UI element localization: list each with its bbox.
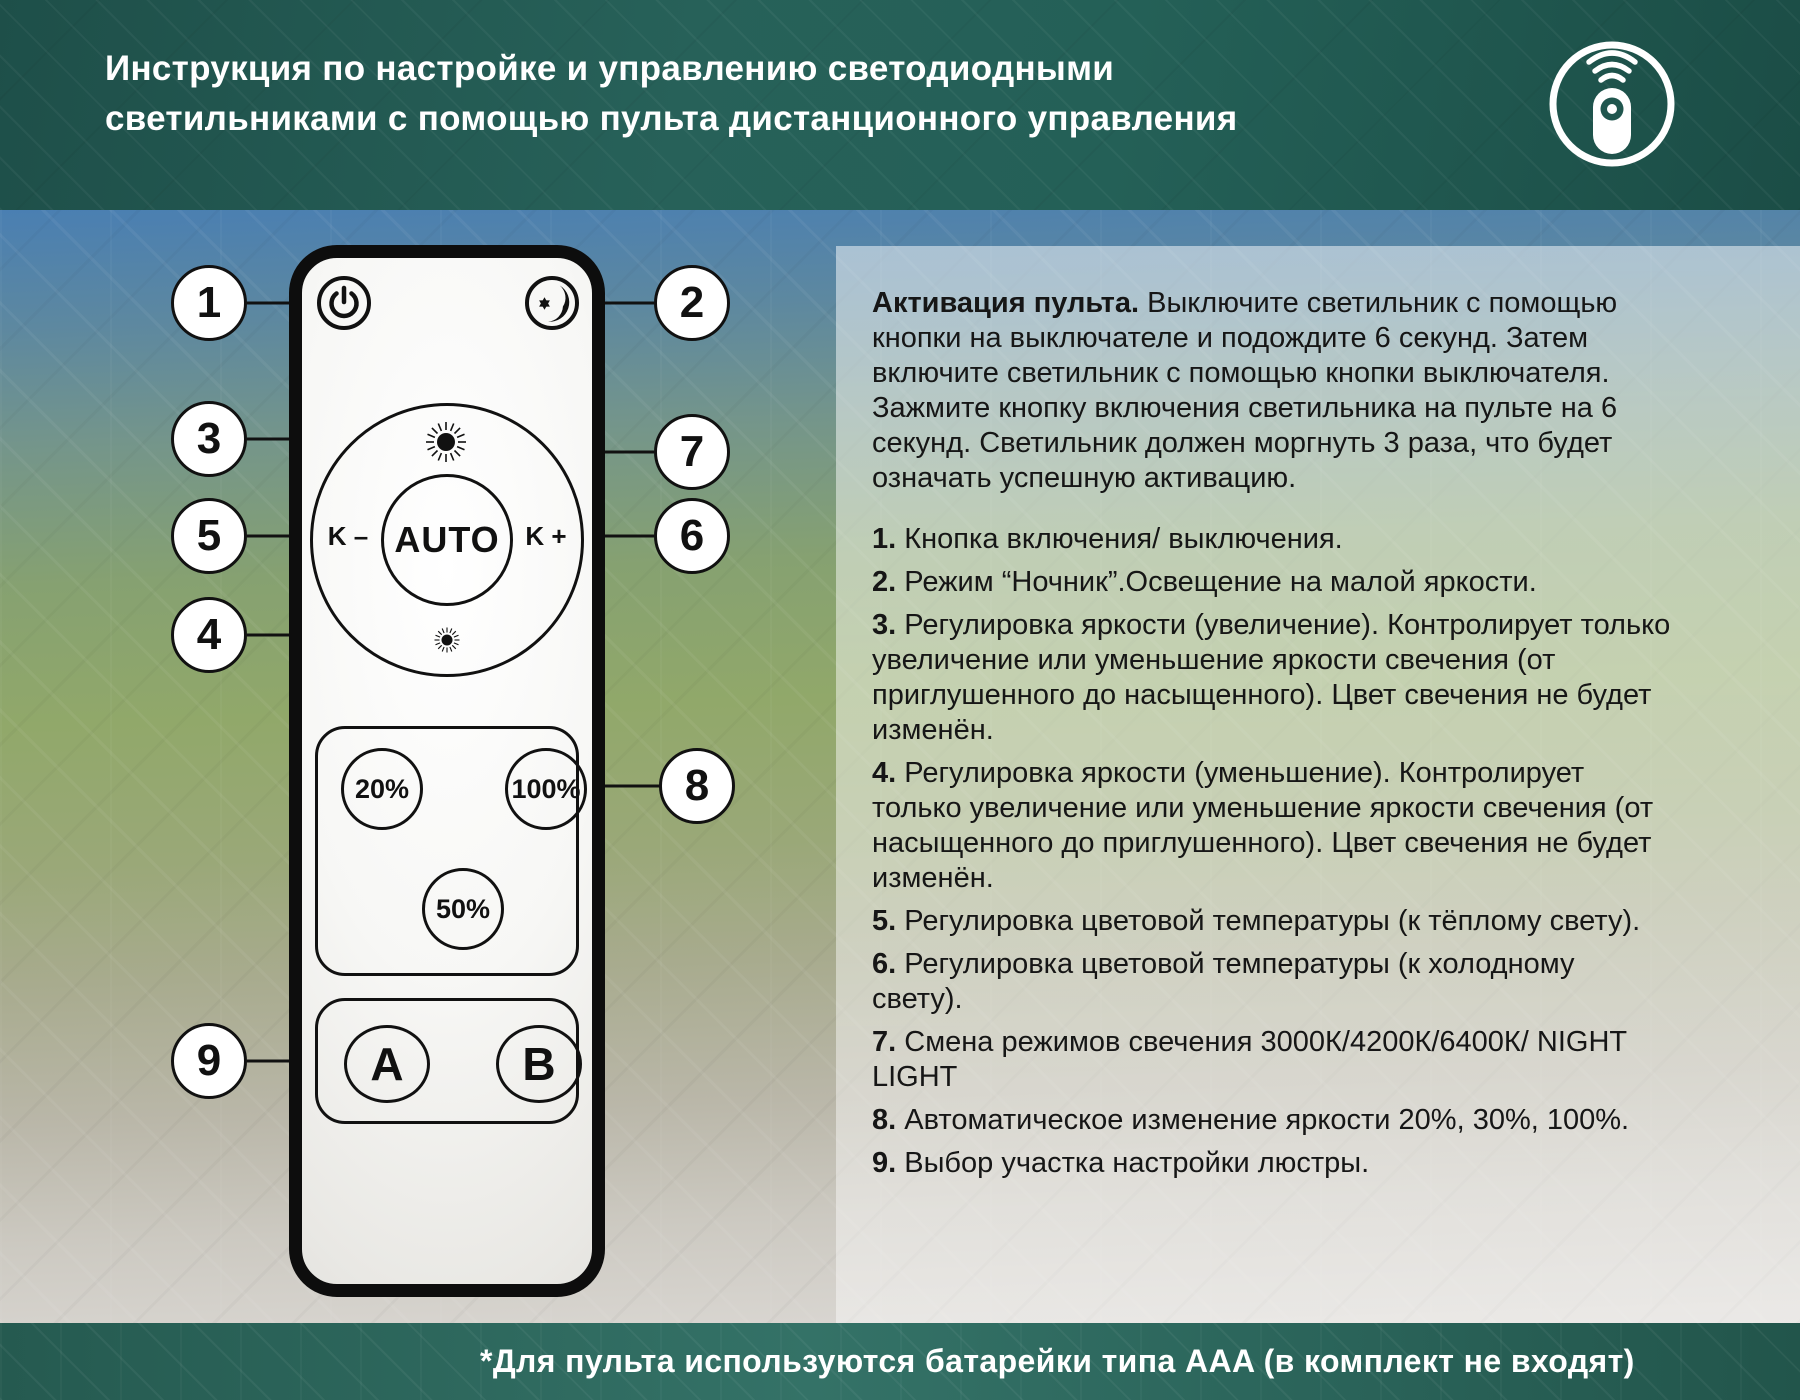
list-item-5 [872, 904, 1672, 939]
list-item-8 [872, 1103, 1672, 1138]
item-number: 6. [872, 948, 897, 980]
callout-7: 7 [654, 414, 730, 490]
callout-1: 1 [171, 265, 247, 341]
night-mode-moon-icon [524, 275, 580, 331]
power-icon [316, 275, 372, 331]
activation-lead: Активация пульта. [872, 287, 1140, 319]
remote-signal-icon [1548, 40, 1676, 168]
instructions-panel [836, 246, 1800, 1323]
item-number: 1. [872, 523, 897, 555]
list-item-6 [872, 947, 1672, 1017]
remote-control-illustration [289, 245, 605, 1297]
callout-2: 2 [654, 265, 730, 341]
item-text: Режим “Ночник”.Освещение на малой яркости. [904, 566, 1537, 598]
k-minus-button: K – [327, 520, 369, 551]
header-bar [0, 0, 1800, 210]
callout-6: 6 [654, 498, 730, 574]
page-title [105, 44, 1237, 144]
sun-dim-icon [432, 625, 462, 655]
item-number: 4. [872, 757, 897, 789]
sun-bright-icon [424, 420, 468, 464]
footer-bar [0, 1323, 1800, 1400]
content-area [0, 210, 1800, 1323]
preset-100-button: 100% [505, 748, 587, 830]
list-item-9 [872, 1146, 1672, 1181]
activation-text: Выключите светильник с помощью кнопки на выключателе и подождите 6 секунд. Затем включите светильник с помощью кнопки выключателя. Зажмите кнопку включения светильника на пульте на 6 секунд. Светильник должен моргнуть 3 раза, что будет означать успешную активацию. [872, 287, 1618, 494]
battery-note: *Для пульта используются батарейки типа AAA (в комплект не входят) [480, 1343, 1635, 1379]
item-text: Выбор участка настройки люстры. [904, 1147, 1370, 1179]
zone-b-button: B [496, 1025, 582, 1103]
item-text: Кнопка включения/ выключения. [904, 523, 1343, 555]
zone-select-panel [315, 998, 579, 1124]
item-text: Регулировка цветовой температуры (к тёплому свету). [904, 905, 1641, 937]
callout-9: 9 [171, 1023, 247, 1099]
list-item-1 [872, 522, 1672, 557]
activation-paragraph [872, 286, 1662, 496]
item-text: Регулировка яркости (увеличение). Контролирует только увеличение или уменьшение яркости свечения (от приглушенного до насыщенного). Цвет свечения не будет изменён. [872, 609, 1671, 746]
preset-20-button: 20% [341, 748, 423, 830]
list-item-7 [872, 1025, 1672, 1095]
item-number: 8. [872, 1104, 897, 1136]
item-number: 2. [872, 566, 897, 598]
item-text: Автоматическое изменение яркости 20%, 30%, 100%. [904, 1104, 1630, 1136]
callout-8: 8 [659, 748, 735, 824]
k-plus-button: K + [525, 520, 567, 551]
list-item-3 [872, 608, 1672, 748]
page-title-line2: светильниками с помощью пульта дистанционного управления [105, 99, 1238, 138]
list-item-2 [872, 565, 1672, 600]
item-number: 3. [872, 609, 897, 641]
item-text: Регулировка цветовой температуры (к холодному свету). [872, 948, 1575, 1015]
callout-3: 3 [171, 401, 247, 477]
auto-button: AUTO [381, 474, 513, 606]
callout-5: 5 [171, 498, 247, 574]
item-text: Смена режимов свечения 3000К/4200К/6400К/ NIGHT LIGHT [872, 1026, 1627, 1093]
zone-a-button: A [344, 1025, 430, 1103]
item-number: 5. [872, 905, 897, 937]
callout-4: 4 [171, 597, 247, 673]
preset-50-button: 50% [422, 868, 504, 950]
item-number: 9. [872, 1147, 897, 1179]
item-text: Регулировка яркости (уменьшение). Контролирует только увеличение или уменьшение яркости свечения (от насыщенного до приглушенного). Цвет свечения не будет изменён. [872, 757, 1654, 894]
item-number: 7. [872, 1026, 897, 1058]
brightness-preset-panel [315, 726, 579, 976]
page-title-line1: Инструкция по настройке и управлению светодиодными [105, 49, 1115, 88]
list-item-4 [872, 756, 1672, 896]
